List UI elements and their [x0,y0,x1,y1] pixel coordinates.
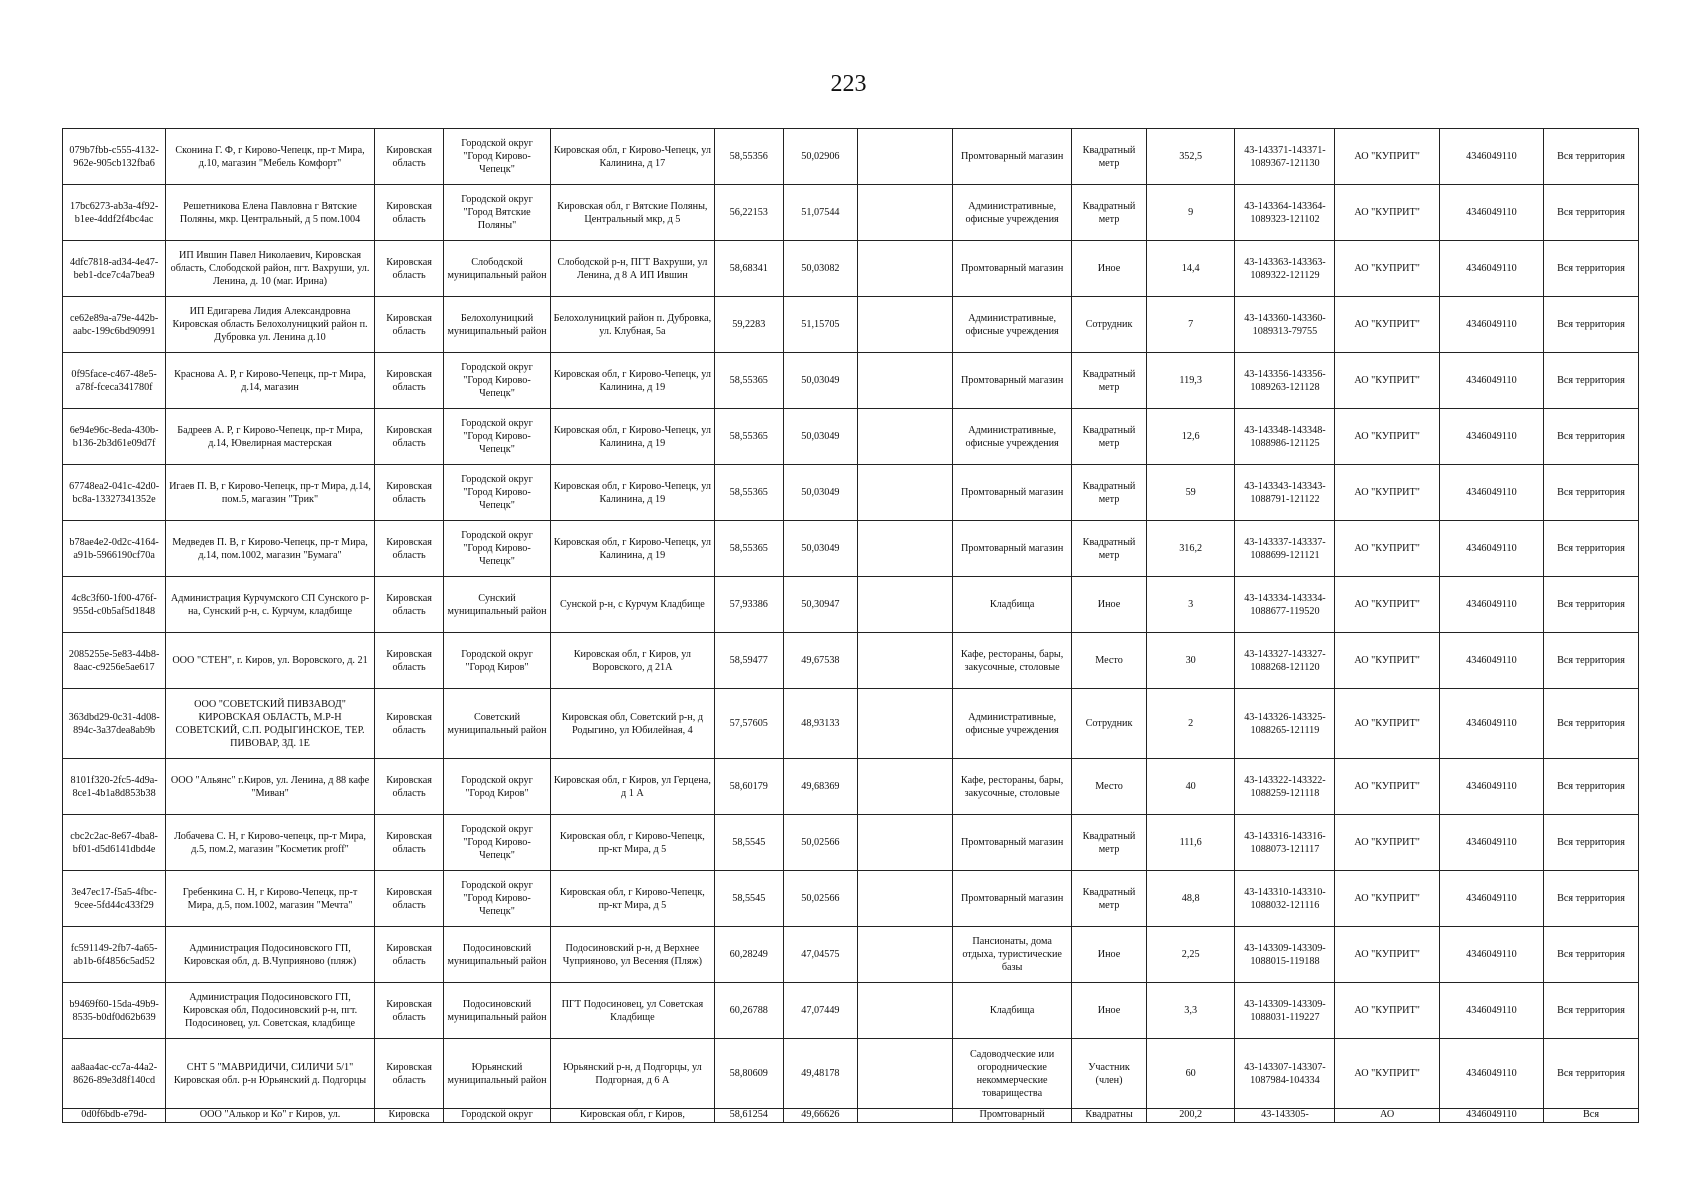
longitude-cell: 49,66626 [783,1109,858,1123]
table-row [63,185,1639,241]
inn-cell: 4346049110 [1439,465,1543,521]
operator-cell: АО "КУПРИТ" [1335,815,1439,871]
region-cell: Кировская область [374,185,444,241]
territory-cell: Вся территория [1544,815,1639,871]
unit-cell: Квадратный метр [1072,871,1147,927]
registry-code-cell: 43-143334-143334-1088677-119520 [1235,577,1335,633]
territory-cell: Вся [1544,1109,1639,1123]
empty-cell [858,129,953,185]
category-cell: Промтоварный магазин [953,353,1072,409]
unit-cell: Иное [1072,241,1147,297]
object-id-cell: 0d0f6bdb-e79d- [63,1109,166,1123]
longitude-cell: 50,02566 [783,871,858,927]
operator-cell: АО "КУПРИТ" [1335,1039,1439,1109]
object-id-cell: 0f95face-c467-48e5-a78f-fceca341780f [63,353,166,409]
inn-cell: 4346049110 [1439,759,1543,815]
inn-cell: 4346049110 [1439,1109,1543,1123]
unit-cell: Квадратный метр [1072,353,1147,409]
organization-cell: Решетникова Елена Павловна г Вятские Поляны, мкр. Центральный, д 5 пом.1004 [166,185,375,241]
municipality-cell: Городской округ "Город Вятские Поляны" [444,185,550,241]
operator-cell: АО "КУПРИТ" [1335,297,1439,353]
region-cell: Кировская область [374,409,444,465]
table-row [63,297,1639,353]
operator-cell: АО "КУПРИТ" [1335,759,1439,815]
operator-cell: АО "КУПРИТ" [1335,465,1439,521]
operator-cell: АО "КУПРИТ" [1335,927,1439,983]
latitude-cell: 58,55365 [715,521,783,577]
territory-cell: Вся территория [1544,871,1639,927]
region-cell: Кировская область [374,983,444,1039]
table-row [63,815,1639,871]
latitude-cell: 58,80609 [715,1039,783,1109]
region-cell: Кировская область [374,129,444,185]
address-cell: Кировская обл, г Киров, ул Воровского, д 21А [550,633,714,689]
region-cell: Кировская область [374,521,444,577]
region-cell: Кировская область [374,689,444,759]
table-row [63,129,1639,185]
latitude-cell: 58,59477 [715,633,783,689]
municipality-cell: Городской округ "Город Кирово-Чепецк" [444,871,550,927]
operator-cell: АО "КУПРИТ" [1335,409,1439,465]
territory-cell: Вся территория [1544,1039,1639,1109]
latitude-cell: 58,5545 [715,815,783,871]
longitude-cell: 49,68369 [783,759,858,815]
address-cell: Подосиновский р-н, д Верхнее Чуприяново, ул Весеняя (Пляж) [550,927,714,983]
category-cell: Административные, офисные учреждения [953,185,1072,241]
region-cell: Кировская область [374,465,444,521]
value-cell: 111,6 [1146,815,1234,871]
region-cell: Кировская область [374,815,444,871]
category-cell: Промтоварный магазин [953,521,1072,577]
address-cell: Кировская обл, г Кирово-Чепецк, пр-кт Мира, д 5 [550,815,714,871]
longitude-cell: 49,67538 [783,633,858,689]
municipality-cell: Городской округ "Город Кирово-Чепецк" [444,465,550,521]
value-cell: 9 [1146,185,1234,241]
latitude-cell: 60,28249 [715,927,783,983]
inn-cell: 4346049110 [1439,871,1543,927]
object-id-cell: cbc2c2ac-8e67-4ba8-bf01-d5d6141dbd4e [63,815,166,871]
longitude-cell: 51,07544 [783,185,858,241]
municipality-cell: Слободской муниципальный район [444,241,550,297]
territory-cell: Вся территория [1544,577,1639,633]
organization-cell: ИП Едигарева Лидия Александровна Кировская область Белохолуницкий район п. Дубровка ул. Ленина д.10 [166,297,375,353]
organization-cell: ООО "СОВЕТСКИЙ ПИВЗАВОД" КИРОВСКАЯ ОБЛАСТЬ, М.Р-Н СОВЕТСКИЙ, С.П. РОДЫГИНСКОЕ, ТЕР. ПИВОВАР, ЗД. 1Е [166,689,375,759]
category-cell: Кафе, рестораны, бары, закусочные, столовые [953,633,1072,689]
category-cell: Административные, офисные учреждения [953,409,1072,465]
empty-cell [858,759,953,815]
inn-cell: 4346049110 [1439,927,1543,983]
value-cell: 7 [1146,297,1234,353]
operator-cell: АО "КУПРИТ" [1335,129,1439,185]
registry-code-cell: 43-143348-143348-1088986-121125 [1235,409,1335,465]
category-cell: Кафе, рестораны, бары, закусочные, столовые [953,759,1072,815]
value-cell: 352,5 [1146,129,1234,185]
organization-cell: ООО "Альянс" г.Киров, ул. Ленина, д 88 кафе "Миван" [166,759,375,815]
table-row [63,983,1639,1039]
territory-cell: Вся территория [1544,297,1639,353]
municipality-cell: Сунский муниципальный район [444,577,550,633]
value-cell: 14,4 [1146,241,1234,297]
inn-cell: 4346049110 [1439,633,1543,689]
organization-cell: ИП Ившин Павел Николаевич, Кировская область, Слободской район, пгт. Вахруши, ул. Ленина, д. 10 (маг. Ирина) [166,241,375,297]
empty-cell [858,297,953,353]
registry-table [62,128,1639,1123]
value-cell: 3 [1146,577,1234,633]
address-cell: Кировская обл, г Кирово-Чепецк, ул Калинина, д 19 [550,521,714,577]
longitude-cell: 50,03049 [783,409,858,465]
territory-cell: Вся территория [1544,185,1639,241]
territory-cell: Вся территория [1544,409,1639,465]
table-row [63,241,1639,297]
latitude-cell: 58,55356 [715,129,783,185]
territory-cell: Вся территория [1544,927,1639,983]
registry-code-cell: 43-143356-143356-1089263-121128 [1235,353,1335,409]
category-cell: Промтоварный магазин [953,815,1072,871]
empty-cell [858,465,953,521]
inn-cell: 4346049110 [1439,689,1543,759]
municipality-cell: Городской округ "Город Кирово-Чепецк" [444,521,550,577]
territory-cell: Вся территория [1544,689,1639,759]
region-cell: Кировская область [374,927,444,983]
unit-cell: Иное [1072,927,1147,983]
inn-cell: 4346049110 [1439,1039,1543,1109]
longitude-cell: 50,02906 [783,129,858,185]
address-cell: Кировская обл, г Кирово-Чепецк, ул Калинина, д 17 [550,129,714,185]
region-cell: Кировская область [374,577,444,633]
address-cell: Кировская обл, г Кирово-Чепецк, ул Калинина, д 19 [550,409,714,465]
inn-cell: 4346049110 [1439,185,1543,241]
registry-code-cell: 43-143363-143363-1089322-121129 [1235,241,1335,297]
value-cell: 60 [1146,1039,1234,1109]
operator-cell: АО "КУПРИТ" [1335,185,1439,241]
address-cell: Кировская обл, г Кирово-Чепецк, пр-кт Мира, д 5 [550,871,714,927]
value-cell: 48,8 [1146,871,1234,927]
unit-cell: Место [1072,759,1147,815]
category-cell: Промтоварный магазин [953,129,1072,185]
longitude-cell: 50,03082 [783,241,858,297]
registry-code-cell: 43-143364-143364-1089323-121102 [1235,185,1335,241]
longitude-cell: 48,93133 [783,689,858,759]
inn-cell: 4346049110 [1439,983,1543,1039]
municipality-cell: Подосиновский муниципальный район [444,983,550,1039]
value-cell: 59 [1146,465,1234,521]
object-id-cell: 67748ea2-041c-42d0-bc8a-13327341352e [63,465,166,521]
registry-code-cell: 43-143371-143371-1089367-121130 [1235,129,1335,185]
operator-cell: АО [1335,1109,1439,1123]
longitude-cell: 50,03049 [783,353,858,409]
empty-cell [858,983,953,1039]
territory-cell: Вся территория [1544,353,1639,409]
address-cell: ПГТ Подосиновец, ул Советская Кладбище [550,983,714,1039]
registry-code-cell: 43-143337-143337-1088699-121121 [1235,521,1335,577]
longitude-cell: 51,15705 [783,297,858,353]
operator-cell: АО "КУПРИТ" [1335,241,1439,297]
inn-cell: 4346049110 [1439,409,1543,465]
empty-cell [858,577,953,633]
inn-cell: 4346049110 [1439,353,1543,409]
organization-cell: Администрация Курчумского СП Сунского р-на, Сунский р-н, с. Курчум, кладбище [166,577,375,633]
empty-cell [858,815,953,871]
municipality-cell: Городской округ "Город Кирово-Чепецк" [444,409,550,465]
unit-cell: Квадратный метр [1072,409,1147,465]
unit-cell: Сотрудник [1072,689,1147,759]
territory-cell: Вся территория [1544,521,1639,577]
unit-cell: Квадратный метр [1072,465,1147,521]
empty-cell [858,871,953,927]
organization-cell: Администрация Подосиновского ГП, Кировская обл, д. В.Чуприяново (пляж) [166,927,375,983]
organization-cell: Гребенкина С. Н, г Кирово-Чепецк, пр-т Мира, д.5, пом.1002, магазин "Мечта" [166,871,375,927]
inn-cell: 4346049110 [1439,577,1543,633]
unit-cell: Место [1072,633,1147,689]
municipality-cell: Городской округ [444,1109,550,1123]
value-cell: 200,2 [1146,1109,1234,1123]
empty-cell [858,521,953,577]
registry-code-cell: 43-143305- [1235,1109,1335,1123]
organization-cell: Бадреев А. Р, г Кирово-Чепецк, пр-т Мира, д.14, Ювелирная мастерская [166,409,375,465]
unit-cell: Иное [1072,983,1147,1039]
unit-cell: Иное [1072,577,1147,633]
table-row [63,1039,1639,1109]
organization-cell: Краснова А. Р, г Кирово-Чепецк, пр-т Мира, д.14, магазин [166,353,375,409]
empty-cell [858,1109,953,1123]
organization-cell: Сконина Г. Ф, г Кирово-Чепецк, пр-т Мира, д.10, магазин "Мебель Комфорт" [166,129,375,185]
value-cell: 2,25 [1146,927,1234,983]
empty-cell [858,409,953,465]
object-id-cell: 3e47ec17-f5a5-4fbc-9cee-5fd44c433f29 [63,871,166,927]
territory-cell: Вся территория [1544,465,1639,521]
address-cell: Кировская обл, г Вятские Поляны, Центральный мкр, д 5 [550,185,714,241]
object-id-cell: 4c8c3f60-1f00-476f-955d-c0b5af5d1848 [63,577,166,633]
address-cell: Юрьянский р-н, д Подгорцы, ул Подгорная, д 6 А [550,1039,714,1109]
registry-code-cell: 43-143322-143322-1088259-121118 [1235,759,1335,815]
operator-cell: АО "КУПРИТ" [1335,871,1439,927]
category-cell: Кладбища [953,983,1072,1039]
organization-cell: Лобачева С. Н, г Кирово-чепецк, пр-т Мира, д.5, пом.2, магазин "Косметик proff" [166,815,375,871]
object-id-cell: 17bc6273-ab3a-4f92-b1ee-4ddf2f4bc4ac [63,185,166,241]
region-cell: Кировская область [374,353,444,409]
category-cell: Садоводческие или огороднические некоммерческие товарищества [953,1039,1072,1109]
registry-code-cell: 43-143327-143327-1088268-121120 [1235,633,1335,689]
page-number: 223 [830,71,867,97]
object-id-cell: 363dbd29-0c31-4d08-894c-3a37dea8ab9b [63,689,166,759]
municipality-cell: Белохолуницкий муниципальный район [444,297,550,353]
value-cell: 3,3 [1146,983,1234,1039]
longitude-cell: 50,03049 [783,465,858,521]
territory-cell: Вся территория [1544,241,1639,297]
registry-code-cell: 43-143310-143310-1088032-121116 [1235,871,1335,927]
territory-cell: Вся территория [1544,983,1639,1039]
empty-cell [858,241,953,297]
address-cell: Белохолуницкий район п. Дубровка, ул. Клубная, 5а [550,297,714,353]
latitude-cell: 59,2283 [715,297,783,353]
longitude-cell: 50,30947 [783,577,858,633]
table-row [63,927,1639,983]
unit-cell: Квадратны [1072,1109,1147,1123]
operator-cell: АО "КУПРИТ" [1335,983,1439,1039]
longitude-cell: 47,07449 [783,983,858,1039]
value-cell: 12,6 [1146,409,1234,465]
inn-cell: 4346049110 [1439,129,1543,185]
municipality-cell: Городской округ "Город Киров" [444,633,550,689]
value-cell: 30 [1146,633,1234,689]
municipality-cell: Городской округ "Город Киров" [444,759,550,815]
municipality-cell: Городской округ "Город Кирово-Чепецк" [444,129,550,185]
unit-cell: Квадратный метр [1072,521,1147,577]
region-cell: Кировская область [374,1039,444,1109]
registry-code-cell: 43-143309-143309-1088031-119227 [1235,983,1335,1039]
category-cell: Административные, офисные учреждения [953,689,1072,759]
table-row [63,1109,1639,1123]
organization-cell: Медведев П. В, г Кирово-Чепецк, пр-т Мира, д.14, пом.1002, магазин "Бумага" [166,521,375,577]
address-cell: Кировская обл, г Кирово-Чепецк, ул Калинина, д 19 [550,353,714,409]
empty-cell [858,185,953,241]
longitude-cell: 50,03049 [783,521,858,577]
table-row [63,871,1639,927]
longitude-cell: 47,04575 [783,927,858,983]
registry-code-cell: 43-143343-143343-1088791-121122 [1235,465,1335,521]
object-id-cell: 2085255e-5e83-44b8-8aac-c9256e5ae617 [63,633,166,689]
category-cell: Кладбища [953,577,1072,633]
operator-cell: АО "КУПРИТ" [1335,689,1439,759]
table-row [63,759,1639,815]
address-cell: Кировская обл, Советский р-н, д Родыгино, ул Юбилейная, 4 [550,689,714,759]
value-cell: 40 [1146,759,1234,815]
municipality-cell: Городской округ "Город Кирово-Чепецк" [444,815,550,871]
registry-rows [63,129,1639,1123]
empty-cell [858,689,953,759]
registry-code-cell: 43-143307-143307-1087984-104334 [1235,1039,1335,1109]
inn-cell: 4346049110 [1439,815,1543,871]
municipality-cell: Городской округ "Город Кирово-Чепецк" [444,353,550,409]
empty-cell [858,927,953,983]
organization-cell: Игаев П. В, г Кирово-Чепецк, пр-т Мира, д.14, пом.5, магазин "Трик" [166,465,375,521]
empty-cell [858,1039,953,1109]
municipality-cell: Подосиновский муниципальный район [444,927,550,983]
category-cell: Административные, офисные учреждения [953,297,1072,353]
object-id-cell: b9469f60-15da-49b9-8535-b0df0d62b639 [63,983,166,1039]
category-cell: Промтоварный [953,1109,1072,1123]
object-id-cell: fc591149-2fb7-4a65-ab1b-6f4856c5ad52 [63,927,166,983]
table-row [63,409,1639,465]
registry-code-cell: 43-143309-143309-1088015-119188 [1235,927,1335,983]
table-row [63,353,1639,409]
registry-code-cell: 43-143326-143325-1088265-121119 [1235,689,1335,759]
latitude-cell: 58,55365 [715,353,783,409]
value-cell: 119,3 [1146,353,1234,409]
latitude-cell: 57,57605 [715,689,783,759]
region-cell: Кировская область [374,241,444,297]
category-cell: Промтоварный магазин [953,241,1072,297]
empty-cell [858,633,953,689]
value-cell: 316,2 [1146,521,1234,577]
territory-cell: Вся территория [1544,633,1639,689]
object-id-cell: 6e94e96c-8eda-430b-b136-2b3d61e09d7f [63,409,166,465]
unit-cell: Квадратный метр [1072,129,1147,185]
longitude-cell: 49,48178 [783,1039,858,1109]
object-id-cell: aa8aa4ac-cc7a-44a2-8626-89e3d8f140cd [63,1039,166,1109]
latitude-cell: 58,5545 [715,871,783,927]
organization-cell: ООО "СТЕН", г. Киров, ул. Воровского, д. 21 [166,633,375,689]
registry-code-cell: 43-143316-143316-1088073-121117 [1235,815,1335,871]
latitude-cell: 57,93386 [715,577,783,633]
operator-cell: АО "КУПРИТ" [1335,521,1439,577]
empty-cell [858,353,953,409]
unit-cell: Квадратный метр [1072,185,1147,241]
municipality-cell: Юрьянский муниципальный район [444,1039,550,1109]
operator-cell: АО "КУПРИТ" [1335,577,1439,633]
latitude-cell: 58,61254 [715,1109,783,1123]
region-cell: Кировская область [374,633,444,689]
longitude-cell: 50,02566 [783,815,858,871]
address-cell: Слободской р-н, ПГТ Вахруши, ул Ленина, д 8 А ИП Ившин [550,241,714,297]
registry-code-cell: 43-143360-143360-1089313-79755 [1235,297,1335,353]
municipality-cell: Советский муниципальный район [444,689,550,759]
value-cell: 2 [1146,689,1234,759]
latitude-cell: 56,22153 [715,185,783,241]
object-id-cell: 4dfc7818-ad34-4e47-beb1-dce7c4a7bea9 [63,241,166,297]
category-cell: Пансионаты, дома отдыха, туристические базы [953,927,1072,983]
category-cell: Промтоварный магазин [953,465,1072,521]
address-cell: Кировская обл, г Кирово-Чепецк, ул Калинина, д 19 [550,465,714,521]
region-cell: Кировская область [374,871,444,927]
unit-cell: Квадратный метр [1072,815,1147,871]
territory-cell: Вся территория [1544,759,1639,815]
unit-cell: Сотрудник [1072,297,1147,353]
region-cell: Кировска [374,1109,444,1123]
organization-cell: Администрация Подосиновского ГП, Кировская обл, Подосиновский р-н, пгт. Подосиновец, ул. Советская, кладбище [166,983,375,1039]
object-id-cell: 079b7fbb-c555-4132-962e-905cb132fba6 [63,129,166,185]
latitude-cell: 58,60179 [715,759,783,815]
inn-cell: 4346049110 [1439,297,1543,353]
table-row [63,633,1639,689]
category-cell: Промтоварный магазин [953,871,1072,927]
region-cell: Кировская область [374,297,444,353]
table-row [63,577,1639,633]
table-row [63,521,1639,577]
region-cell: Кировская область [374,759,444,815]
latitude-cell: 60,26788 [715,983,783,1039]
address-cell: Кировская обл, г Киров, [550,1109,714,1123]
address-cell: Сунской р-н, с Курчум Кладбище [550,577,714,633]
object-id-cell: b78ae4e2-0d2c-4164-a91b-5966190cf70a [63,521,166,577]
inn-cell: 4346049110 [1439,521,1543,577]
latitude-cell: 58,68341 [715,241,783,297]
inn-cell: 4346049110 [1439,241,1543,297]
latitude-cell: 58,55365 [715,409,783,465]
table-row [63,465,1639,521]
table-row [63,689,1639,759]
organization-cell: СНТ 5 "МАВРИДИЧИ, СИЛИЧИ 5/1" Кировская обл. р-н Юрьянский д. Подгорцы [166,1039,375,1109]
territory-cell: Вся территория [1544,129,1639,185]
object-id-cell: 8101f320-2fc5-4d9a-8ce1-4b1a8d853b38 [63,759,166,815]
operator-cell: АО "КУПРИТ" [1335,633,1439,689]
address-cell: Кировская обл, г Киров, ул Герцена, д 1 А [550,759,714,815]
unit-cell: Участник (член) [1072,1039,1147,1109]
latitude-cell: 58,55365 [715,465,783,521]
operator-cell: АО "КУПРИТ" [1335,353,1439,409]
organization-cell: ООО "Алькор и Ко" г Киров, ул. [166,1109,375,1123]
object-id-cell: ce62e89a-a79e-442b-aabc-199c6bd90991 [63,297,166,353]
